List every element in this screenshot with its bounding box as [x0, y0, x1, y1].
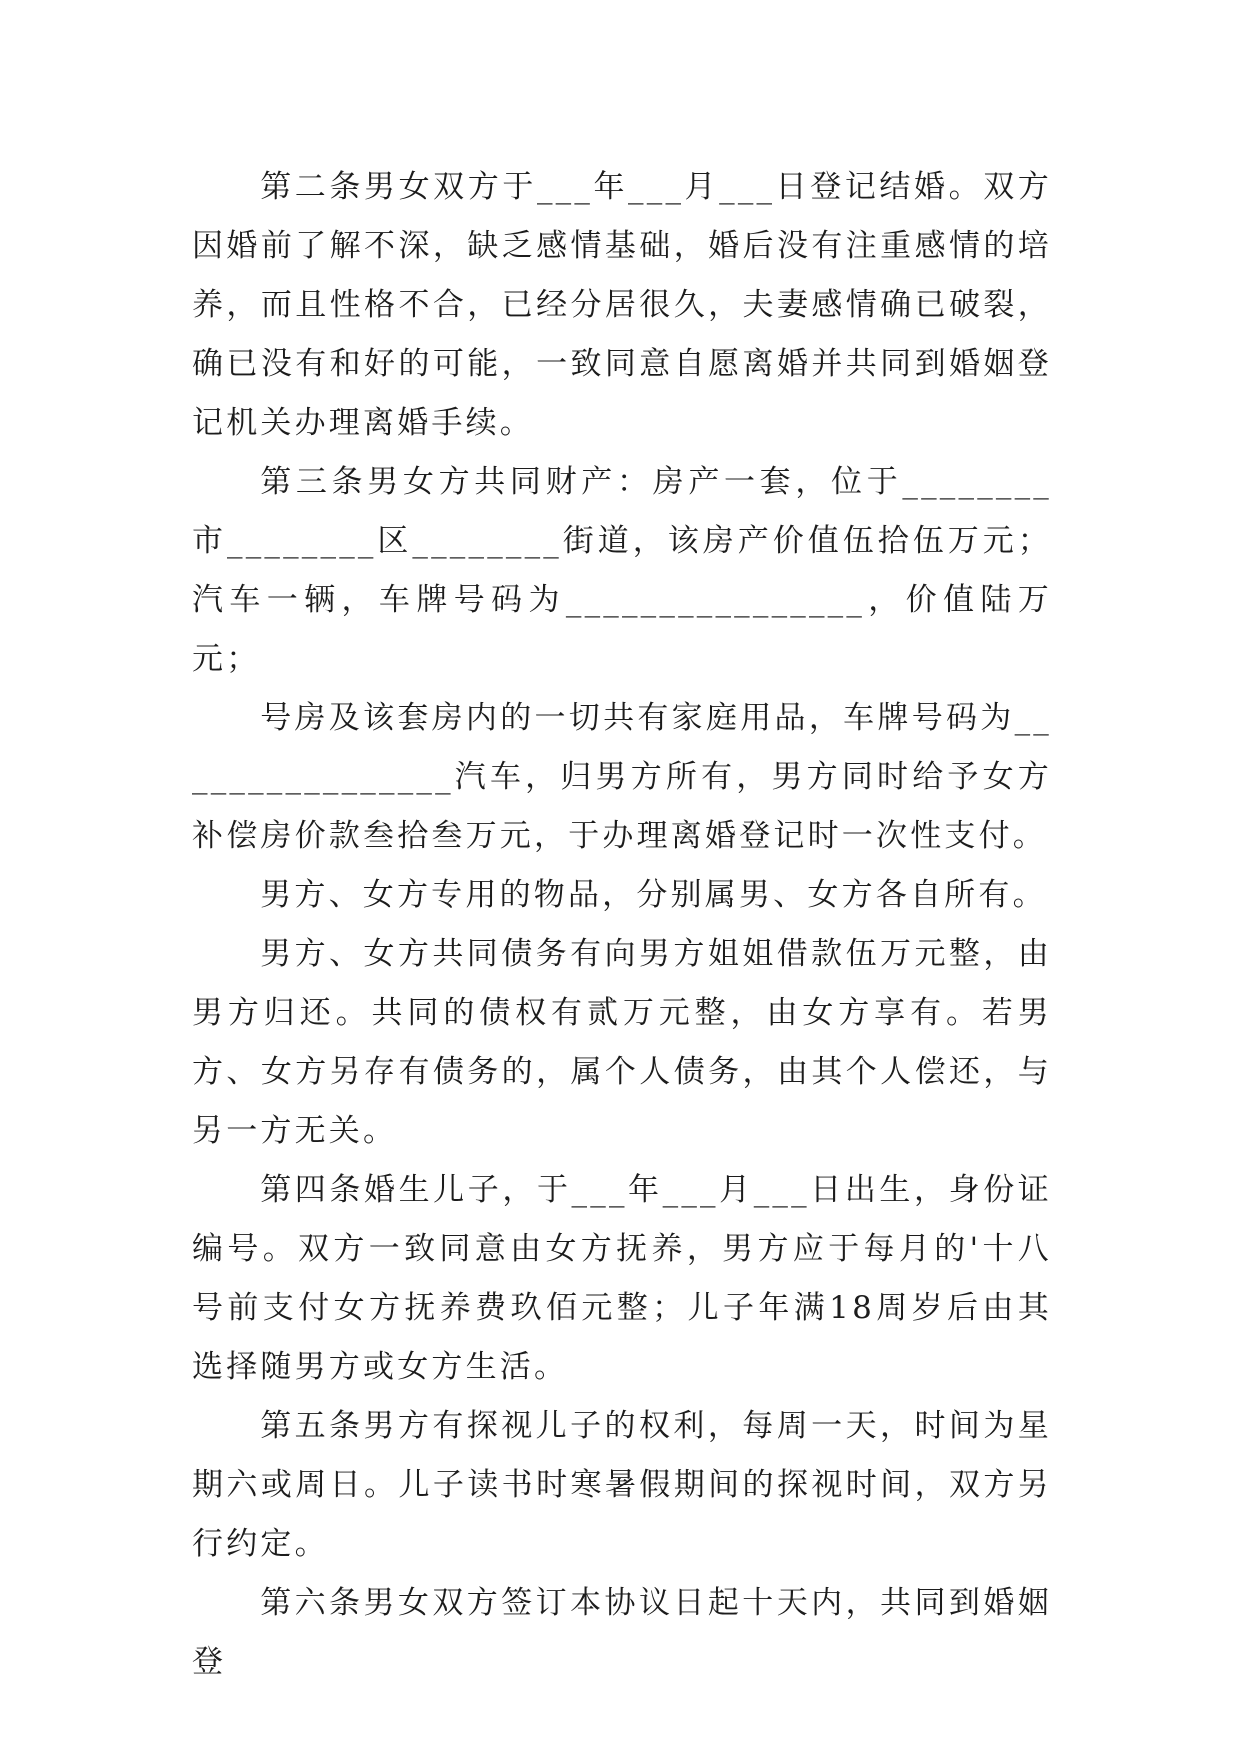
paragraph-house-car: 号房及该套房内的一切共有家庭用品，车牌号码为________________汽车，归男方所有，男方同时给予女方补偿房价款叁拾叁万元，于办理离婚登记时一次性支付。 — [192, 700, 1052, 854]
document-body — [192, 158, 1052, 1692]
paragraph-article-3: 第三条男女方共同财产：房产一套，位于________市________区________街道，该房产价值伍拾伍万元；汽车一辆，车牌号码为________________，价值陆万元； — [192, 464, 1052, 677]
paragraph-article-6: 第六条男女双方签订本协议日起十天内，共同到婚姻登 — [192, 1585, 1052, 1680]
paragraph-article-5: 第五条男方有探视儿子的权利，每周一天，时间为星期六或周日。儿子读书时寒暑假期间的探视时间，双方另行约定。 — [192, 1408, 1052, 1562]
paragraph-debts: 男方、女方共同债务有向男方姐姐借款伍万元整，由男方归还。共同的债权有贰万元整，由女方享有。若男方、女方另存有债务的，属个人债务，由其个人偿还，与另一方无关。 — [192, 936, 1052, 1149]
paragraph-personal-items: 男方、女方专用的物品，分别属男、女方各自所有。 — [260, 877, 1047, 913]
paragraph-article-4: 第四条婚生儿子，于___年___月___日出生，身份证编号。双方一致同意由女方抚养，男方应于每月的'十八号前支付女方抚养费玖佰元整；儿子年满18周岁后由其选择随男方或女方生活。 — [192, 1172, 1052, 1385]
paragraph-article-2: 第二条男女双方于___年___月___日登记结婚。双方因婚前了解不深，缺乏感情基础，婚后没有注重感情的培养，而且性格不合，已经分居很久，夫妻感情确已破裂，确已没有和好的可能，一致同意自愿离婚并共同到婚姻登记机关办理离婚手续。 — [192, 169, 1052, 441]
